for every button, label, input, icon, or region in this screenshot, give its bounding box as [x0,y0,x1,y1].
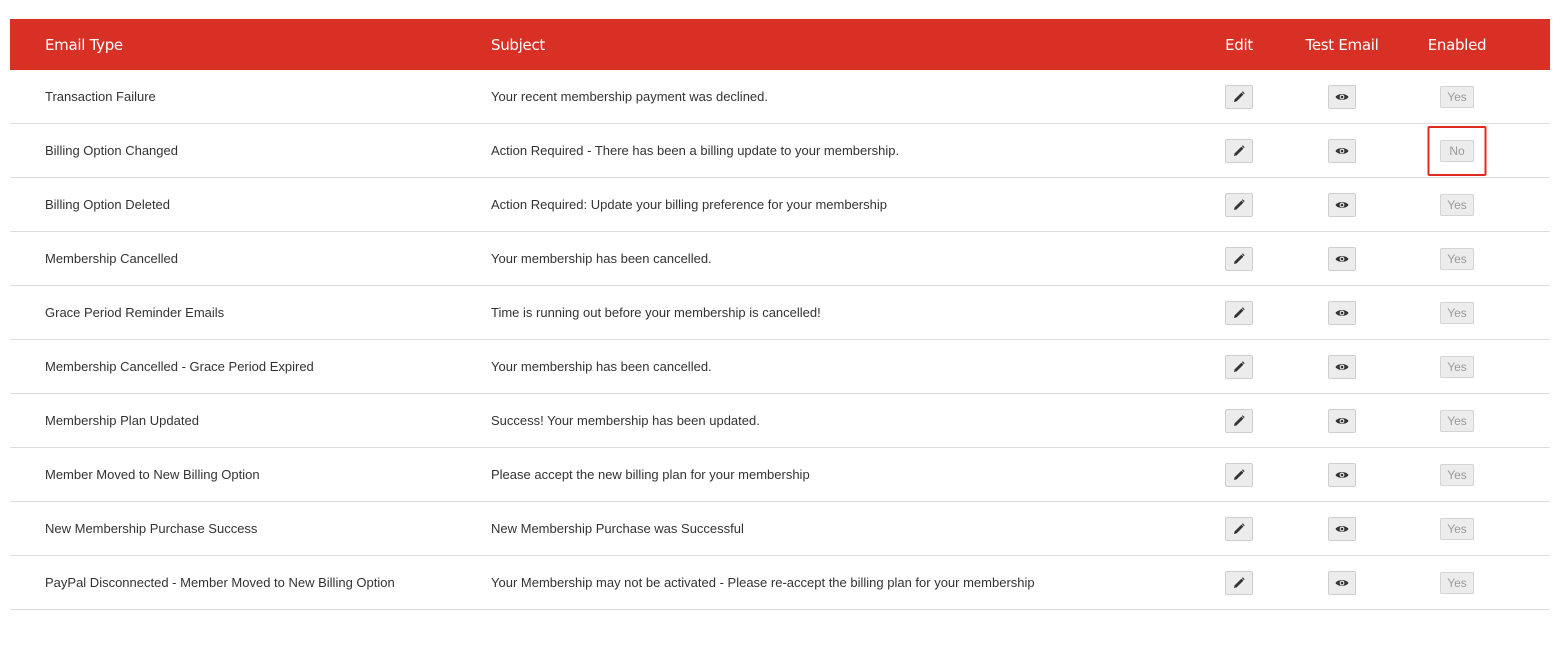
test-email-cell [1280,409,1404,433]
email-type-cell: Membership Cancelled [45,251,178,266]
subject-cell: New Membership Purchase was Successful [491,521,744,536]
enabled-toggle[interactable]: Yes [1440,356,1474,378]
table-row [10,124,1550,178]
edit-cell [1198,193,1280,217]
table-row [10,286,1550,340]
pencil-icon [1233,199,1245,211]
eye-icon [1335,308,1349,318]
subject-cell: Your recent membership payment was declined. [491,89,768,104]
test-email-button[interactable] [1328,139,1356,163]
test-email-cell [1280,517,1404,541]
test-email-button[interactable] [1328,571,1356,595]
edit-button[interactable] [1225,193,1253,217]
email-type-cell: Member Moved to New Billing Option [45,467,260,482]
header-test-email: Test Email [1305,35,1379,54]
eye-icon [1335,92,1349,102]
enabled-toggle[interactable]: Yes [1440,410,1474,432]
edit-cell [1198,463,1280,487]
pencil-icon [1233,523,1245,535]
table-row [10,394,1550,448]
test-email-button[interactable] [1328,463,1356,487]
header-email-type: Email Type [45,35,123,54]
email-type-cell: Membership Plan Updated [45,413,199,428]
pencil-icon [1233,307,1245,319]
edit-cell [1198,139,1280,163]
test-email-button[interactable] [1328,517,1356,541]
subject-cell: Your membership has been cancelled. [491,251,712,266]
test-email-button[interactable] [1328,85,1356,109]
enabled-toggle[interactable]: Yes [1440,464,1474,486]
email-settings-table [10,19,1550,610]
subject-cell: Action Required - There has been a billing update to your membership. [491,143,900,158]
email-type-cell: New Membership Purchase Success [45,521,258,536]
test-email-button[interactable] [1328,355,1356,379]
test-email-cell [1280,355,1404,379]
table-body [10,70,1550,610]
edit-button[interactable] [1225,247,1253,271]
email-type-cell: PayPal Disconnected - Member Moved to New Billing Option [45,575,395,590]
edit-cell [1198,247,1280,271]
pencil-icon [1233,577,1245,589]
test-email-cell [1280,247,1404,271]
edit-button[interactable] [1225,85,1253,109]
enabled-toggle[interactable]: Yes [1440,302,1474,324]
email-type-cell: Grace Period Reminder Emails [45,305,225,320]
edit-button[interactable] [1225,301,1253,325]
eye-icon [1335,362,1349,372]
test-email-cell [1280,301,1404,325]
test-email-cell [1280,139,1404,163]
enabled-cell [1404,140,1510,162]
pencil-icon [1233,91,1245,103]
subject-cell: Action Required: Update your billing preference for your membership [491,197,887,212]
test-email-button[interactable] [1328,301,1356,325]
enabled-toggle[interactable]: Yes [1440,194,1474,216]
edit-button[interactable] [1225,571,1253,595]
enabled-cell [1404,464,1510,486]
eye-icon [1335,578,1349,588]
subject-cell: Success! Your membership has been updated. [491,413,760,428]
header-edit: Edit [1225,35,1253,54]
test-email-cell [1280,463,1404,487]
table-header [10,19,1550,70]
test-email-cell [1280,571,1404,595]
edit-cell [1198,85,1280,109]
enabled-cell [1404,86,1510,108]
email-type-cell: Membership Cancelled - Grace Period Expired [45,359,314,374]
enabled-toggle[interactable]: No [1440,140,1474,162]
enabled-cell [1404,302,1510,324]
enabled-toggle[interactable]: Yes [1440,86,1474,108]
eye-icon [1335,470,1349,480]
subject-cell: Please accept the new billing plan for your membership [491,467,810,482]
subject-cell: Your membership has been cancelled. [491,359,712,374]
table-row [10,502,1550,556]
pencil-icon [1233,145,1245,157]
edit-button[interactable] [1225,355,1253,379]
edit-button[interactable] [1225,139,1253,163]
header-enabled: Enabled [1427,35,1487,54]
edit-cell [1198,355,1280,379]
test-email-cell [1280,85,1404,109]
header-subject: Subject [491,35,545,54]
enabled-cell [1404,410,1510,432]
test-email-cell [1280,193,1404,217]
edit-button[interactable] [1225,517,1253,541]
eye-icon [1335,254,1349,264]
edit-cell [1198,409,1280,433]
subject-cell: Time is running out before your membership is cancelled! [491,305,821,320]
email-type-cell: Billing Option Deleted [45,197,171,212]
enabled-toggle[interactable]: Yes [1440,248,1474,270]
email-type-cell: Transaction Failure [45,89,156,104]
enabled-cell [1404,194,1510,216]
edit-cell [1198,571,1280,595]
enabled-cell [1404,356,1510,378]
pencil-icon [1233,415,1245,427]
subject-cell: Your Membership may not be activated - Please re-accept the billing plan for your membership [491,575,1035,590]
table-row [10,70,1550,124]
enabled-cell [1404,518,1510,540]
enabled-toggle[interactable]: Yes [1440,572,1474,594]
test-email-button[interactable] [1328,247,1356,271]
table-row [10,556,1550,610]
test-email-button[interactable] [1328,193,1356,217]
edit-cell [1198,301,1280,325]
table-row [10,232,1550,286]
enabled-cell [1404,572,1510,594]
pencil-icon [1233,361,1245,373]
eye-icon [1335,146,1349,156]
email-type-cell: Billing Option Changed [45,143,178,158]
table-row [10,448,1550,502]
eye-icon [1335,416,1349,426]
eye-icon [1335,524,1349,534]
table-row [10,340,1550,394]
enabled-toggle[interactable]: Yes [1440,518,1474,540]
table-row [10,178,1550,232]
pencil-icon [1233,469,1245,481]
pencil-icon [1233,253,1245,265]
edit-cell [1198,517,1280,541]
edit-button[interactable] [1225,463,1253,487]
test-email-button[interactable] [1328,409,1356,433]
enabled-cell [1404,248,1510,270]
edit-button[interactable] [1225,409,1253,433]
eye-icon [1335,200,1349,210]
